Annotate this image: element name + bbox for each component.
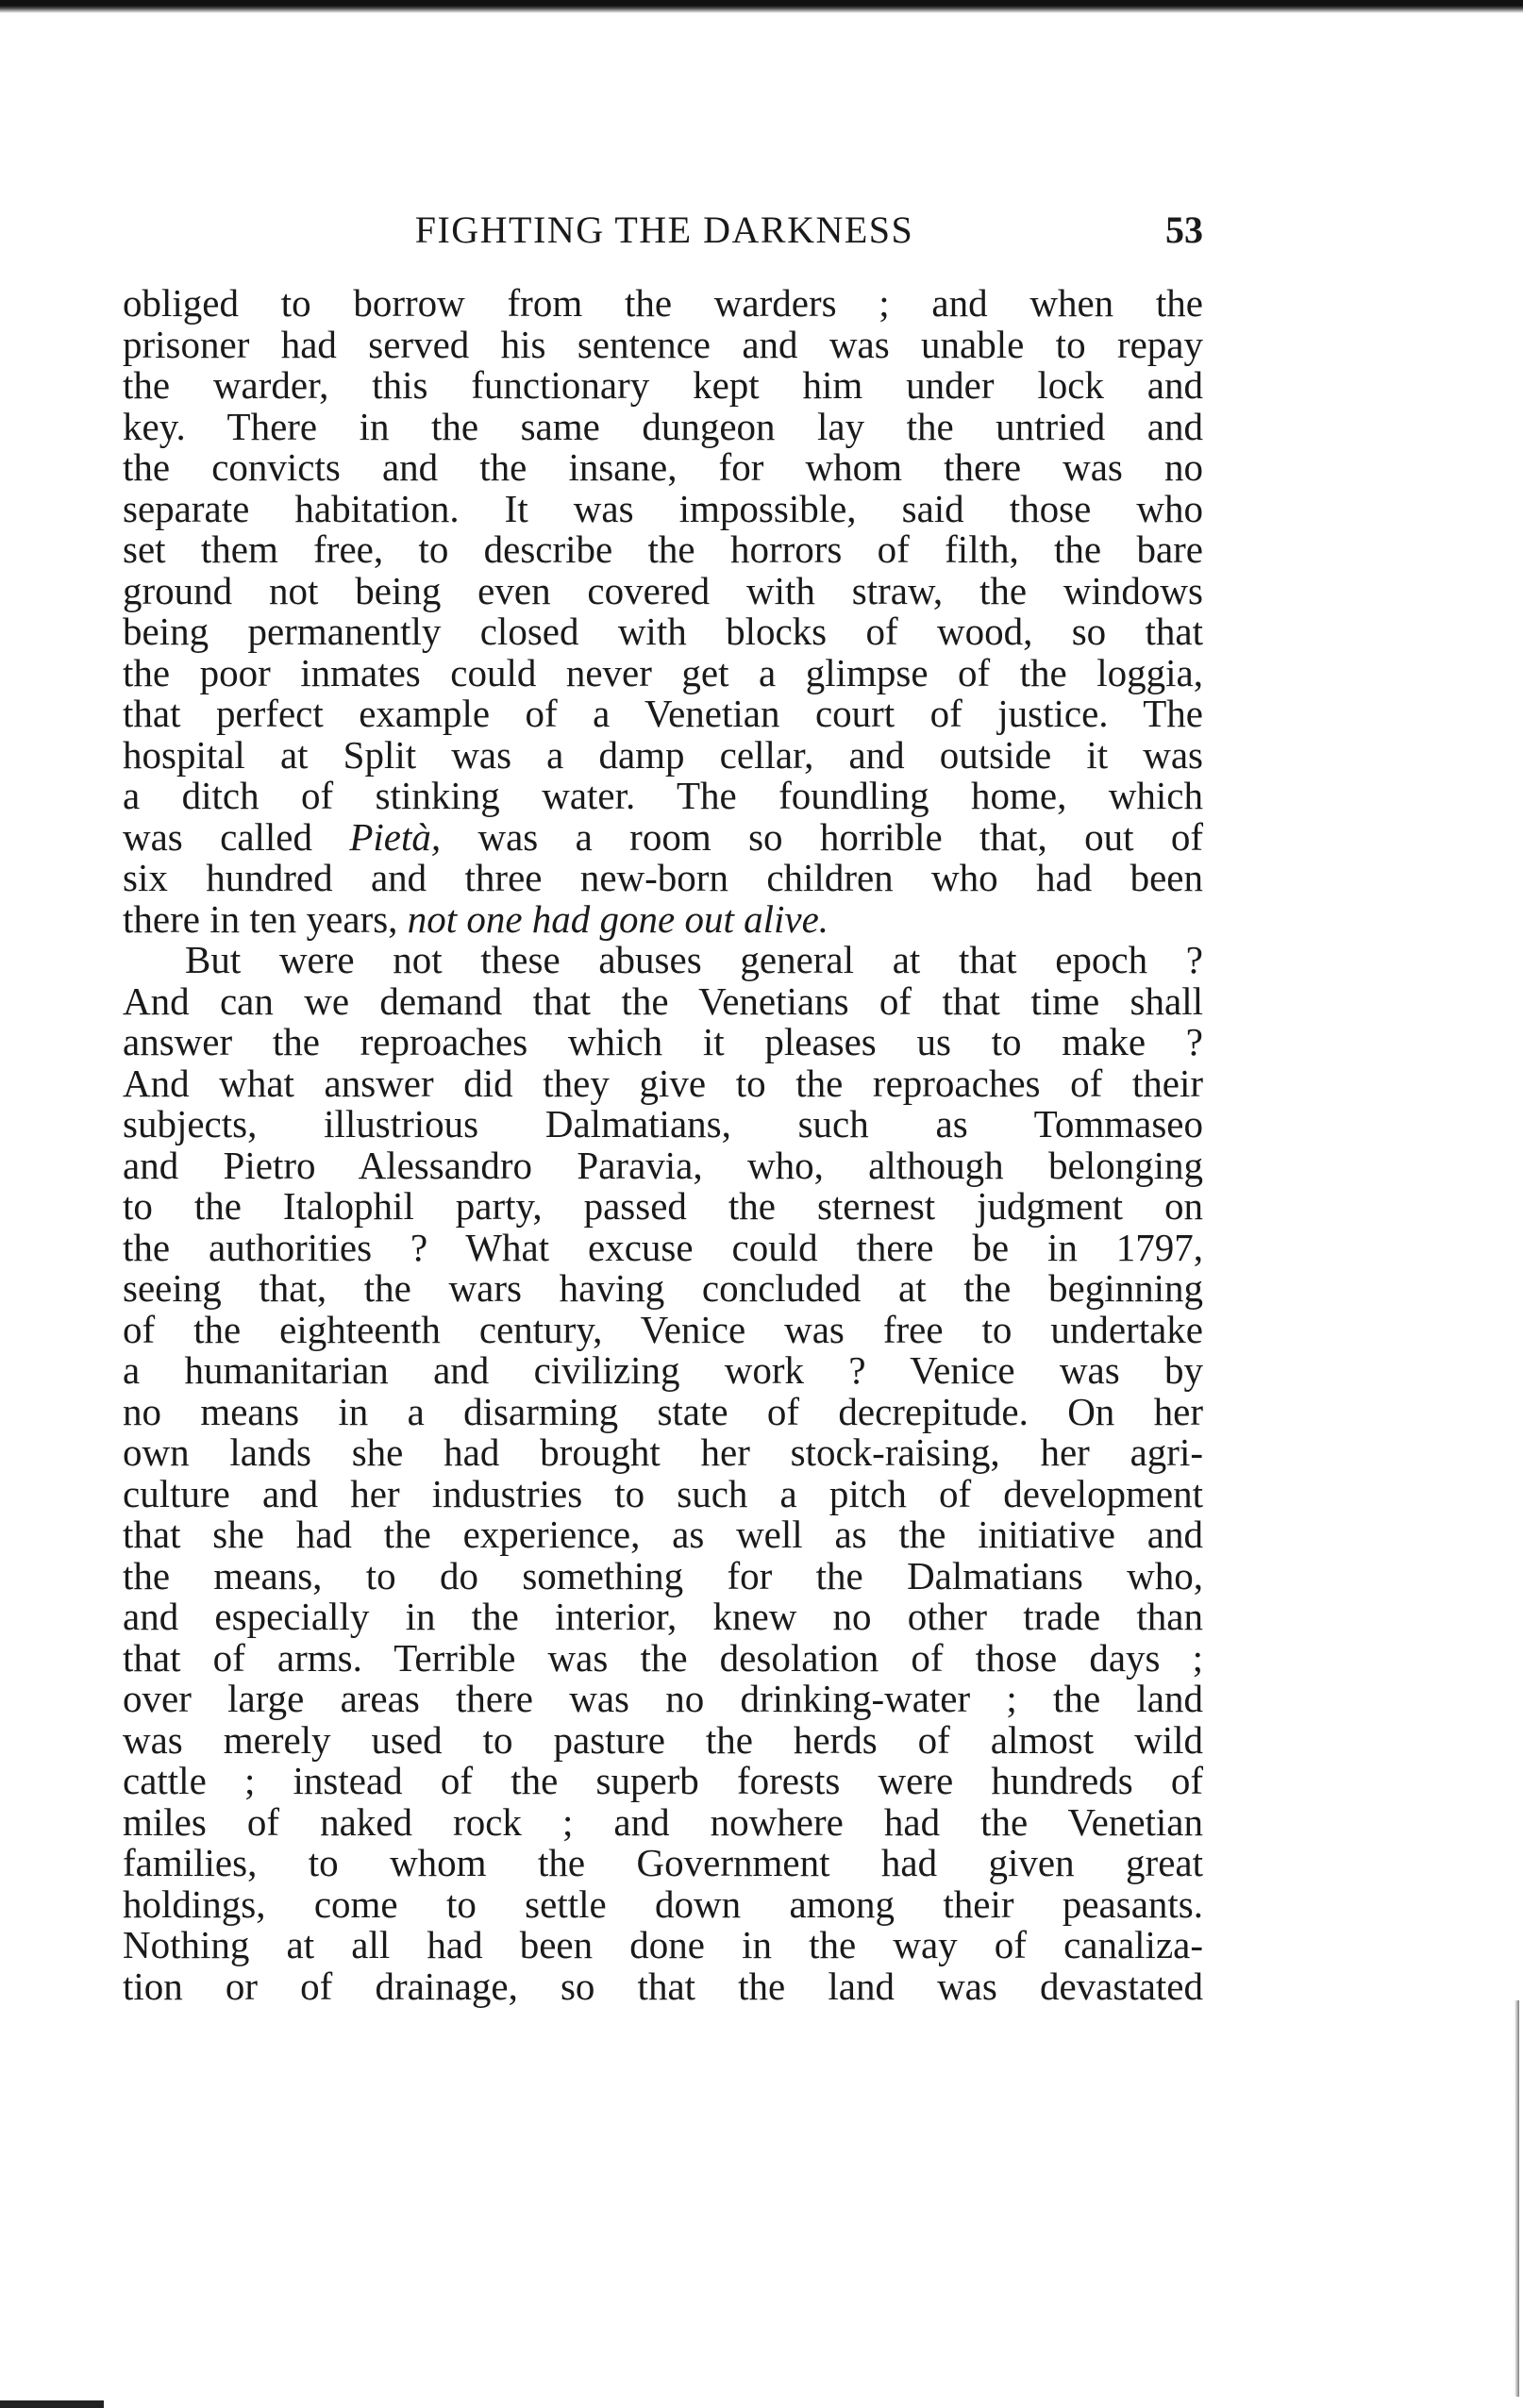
text-line: the convicts and the insane, for whom there was no xyxy=(123,445,1203,489)
text-fragment: was called xyxy=(123,814,350,859)
text-line: the authorities ? What excuse could there be in 1797, xyxy=(123,1225,1203,1269)
text-line: subjects, illustrious Dalmatians, such as Tommaseo xyxy=(123,1102,1203,1145)
page-title: FIGHTING THE DARKNESS xyxy=(414,209,914,251)
text-line: hospital at Split was a damp cellar, and outside it was xyxy=(123,732,1203,777)
text-line xyxy=(123,896,1203,941)
text-line: of the eighteenth century, Venice was free to undertake xyxy=(123,1307,1203,1351)
text-line: the warder, this functionary kept him under lock and xyxy=(123,363,1203,407)
bottom-edge-mark xyxy=(0,2400,104,2408)
text-line: holdings, come to settle down among their peasants. xyxy=(123,1881,1203,1926)
text-line: seeing that, the wars having concluded at the beginning xyxy=(123,1266,1203,1310)
paragraph-start-line: But were not these abuses general at that epoch ? xyxy=(185,938,1203,981)
running-header xyxy=(126,208,1203,257)
text-line: the poor inmates could never get a glimpse of the loggia, xyxy=(123,650,1203,694)
page-number: 53 xyxy=(1165,209,1203,251)
text-line: being permanently closed with blocks of wood, so that xyxy=(123,610,1203,653)
text-fragment: there in ten years, xyxy=(123,896,408,941)
text-line: was merely used to pasture the herds of almost wild xyxy=(123,1717,1203,1762)
text-line: And what answer did they give to the reproaches of their xyxy=(123,1061,1203,1105)
top-edge-rule xyxy=(0,0,1523,13)
text-line: cattle ; instead of the superb forests were hundreds of xyxy=(123,1759,1203,1802)
text-line: and Pietro Alessandro Paravia, who, although belonging xyxy=(123,1143,1203,1187)
text-line: culture and her industries to such a pitch of development xyxy=(123,1471,1203,1515)
text-line: to the Italophil party, passed the sternest judgment on xyxy=(123,1184,1203,1228)
text-line: obliged to borrow from the warders ; and when the xyxy=(123,281,1203,325)
italic-word: Pietà, xyxy=(349,814,442,859)
text-line: the means, to do something for the Dalmatians who, xyxy=(123,1553,1203,1597)
text-line xyxy=(123,814,1203,859)
text-line: prisoner had served his sentence and was unable to repay xyxy=(123,322,1203,366)
text-line: set them free, to describe the horrors of filth, the bare xyxy=(123,527,1203,571)
text-line: answer the reproaches which it pleases us to make ? xyxy=(123,1020,1203,1063)
text-line: separate habitation. It was impossible, said those who xyxy=(123,486,1203,530)
text-line: six hundred and three new-born children who had been xyxy=(123,856,1203,899)
text-line: that she had the experience, as well as the initiative and xyxy=(123,1513,1203,1556)
text-line: ground not being even covered with straw, the windows xyxy=(123,568,1203,612)
body-text xyxy=(123,283,1203,2007)
text-line: own lands she had brought her stock-raising, her agri- xyxy=(123,1430,1203,1474)
text-line: no means in a disarming state of decrepitude. On her xyxy=(123,1389,1203,1433)
text-line: over large areas there was no drinking-water ; the land xyxy=(123,1677,1203,1720)
text-line: a ditch of stinking water. The foundling home, which xyxy=(123,774,1203,817)
text-line: families, to whom the Government had given great xyxy=(123,1841,1203,1884)
text-line: tion or of drainage, so that the land was devastated xyxy=(123,1964,1203,2008)
text-line: key. There in the same dungeon lay the untried and xyxy=(123,404,1203,448)
italic-phrase: not one had gone out alive. xyxy=(407,896,829,941)
text-line: miles of naked rock ; and nowhere had the Venetian xyxy=(123,1799,1203,1844)
text-line: Nothing at all had been done in the way of canaliza- xyxy=(123,1923,1203,1966)
page-edge-shadow xyxy=(1515,2000,1519,2397)
text-line: And can we demand that the Venetians of that time shall xyxy=(123,978,1203,1023)
text-fragment: was a room so horrible that, out of xyxy=(441,814,1203,859)
text-line: a humanitarian and civilizing work ? Venice was by xyxy=(123,1348,1203,1392)
text-line: and especially in the interior, knew no other trade than xyxy=(123,1595,1203,1638)
text-line: that of arms. Terrible was the desolation of those days ; xyxy=(123,1635,1203,1680)
text-line: that perfect example of a Venetian court of justice. The xyxy=(123,692,1203,735)
